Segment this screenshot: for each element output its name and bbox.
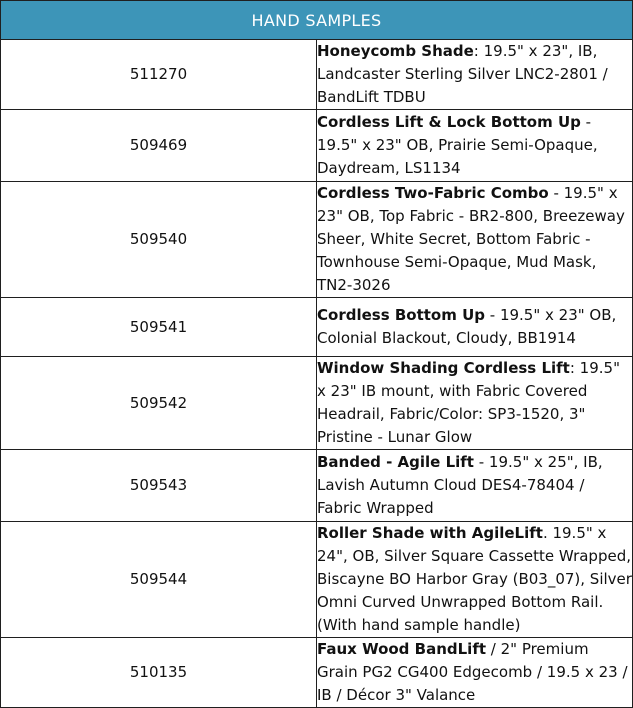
description-cell	[317, 522, 633, 638]
sku-cell: 511270	[1, 40, 317, 110]
table-row	[1, 450, 633, 522]
product-name: Window Shading Cordless Lift	[317, 359, 570, 377]
description-cell	[317, 40, 633, 110]
product-detail: : 19.5" x 23", IB, Landcaster Sterling Silver LNC2-2801 / BandLift TDBU	[317, 42, 608, 106]
table-row	[1, 182, 633, 298]
product-detail: . 19.5" x 24", OB, Silver Square Cassette Wrapped, Biscayne BO Harbor Gray (B03_07), Silver Omni Curved Unwrapped Bottom Rail. (With hand sample handle)	[317, 524, 632, 634]
sku-cell: 509544	[1, 522, 317, 638]
table-row	[1, 522, 633, 638]
table-row	[1, 638, 633, 708]
product-name: Faux Wood BandLift	[317, 640, 487, 658]
product-detail: - 19.5" x 23" OB, Top Fabric - BR2-800, Breezeway Sheer, White Secret, Bottom Fabric - Townhouse Semi-Opaque, Mud Mask, TN2-3026	[317, 184, 625, 294]
header-row	[1, 1, 633, 40]
sku-cell: 509469	[1, 110, 317, 182]
description-cell	[317, 298, 633, 357]
table-row	[1, 40, 633, 110]
sku-cell: 509541	[1, 298, 317, 357]
product-detail: - 19.5" x 23" OB, Prairie Semi-Opaque, Daydream, LS1134	[317, 113, 598, 177]
description-cell	[317, 450, 633, 522]
description-cell	[317, 357, 633, 450]
description-cell	[317, 638, 633, 708]
table-row	[1, 110, 633, 182]
product-name: Cordless Lift & Lock Bottom Up	[317, 113, 581, 131]
product-name: Roller Shade with AgileLift	[317, 524, 543, 542]
product-name: Honeycomb Shade	[317, 42, 474, 60]
sku-cell: 509540	[1, 182, 317, 298]
table-row	[1, 298, 633, 357]
product-detail: - 19.5" x 23" OB, Colonial Blackout, Cloudy, BB1914	[317, 306, 617, 347]
product-detail: / 2" Premium Grain PG2 CG400 Edgecomb / 19.5 x 23 / IB / Décor 3" Valance	[317, 640, 628, 704]
product-name: Cordless Two-Fabric Combo	[317, 184, 549, 202]
product-detail: : 19.5" x 23" IB mount, with Fabric Covered Headrail, Fabric/Color: SP3-1520, 3" Pristine - Lunar Glow	[317, 359, 620, 446]
product-detail: - 19.5" x 25", IB, Lavish Autumn Cloud DES4-78404 / Fabric Wrapped	[317, 453, 603, 517]
table-row	[1, 357, 633, 450]
product-name: Cordless Bottom Up	[317, 306, 485, 324]
sku-cell: 509542	[1, 357, 317, 450]
table-header: HAND SAMPLES	[1, 1, 633, 40]
description-cell	[317, 110, 633, 182]
sku-cell: 510135	[1, 638, 317, 708]
sku-cell: 509543	[1, 450, 317, 522]
product-name: Banded - Agile Lift	[317, 453, 474, 471]
description-cell	[317, 182, 633, 298]
